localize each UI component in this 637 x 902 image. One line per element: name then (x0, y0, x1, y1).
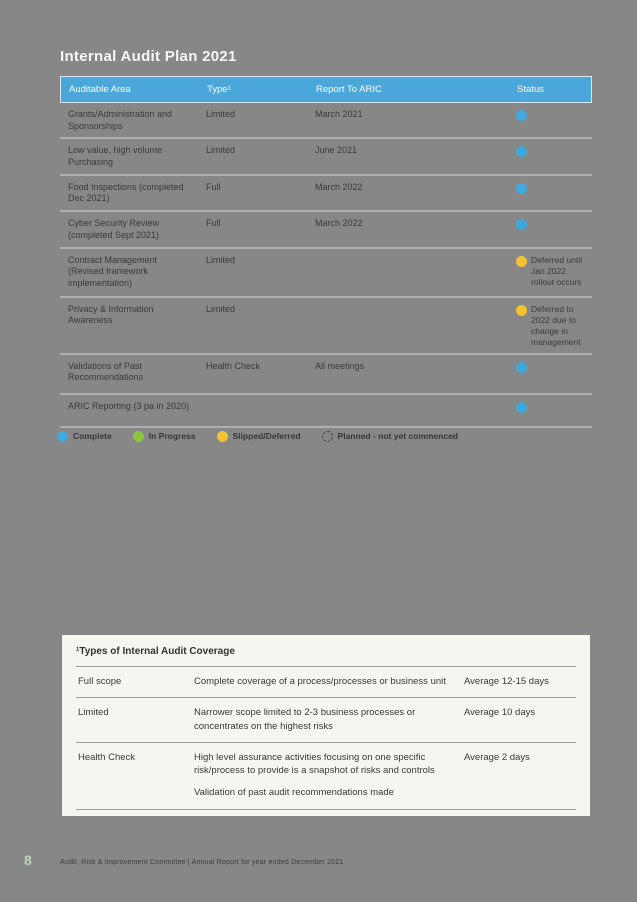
status-deferred-icon (516, 305, 527, 316)
report-cell (307, 395, 508, 426)
legend-item-slipped-deferred (217, 430, 301, 442)
coverage-description-extra: Validation of past audit recommendations made (194, 787, 394, 799)
report-cell (307, 298, 508, 353)
table-row (60, 212, 592, 248)
complete-dot-icon (57, 431, 68, 442)
legend-label: In Progress (148, 431, 196, 441)
status-deferred-icon (516, 256, 527, 267)
column-header-type: Type¹ (207, 84, 231, 95)
coverage-description (194, 675, 464, 688)
auditable-area-cell: Validations of Past Recommendations (68, 360, 144, 383)
report-cell: March 2021 (315, 109, 363, 119)
coverage-average-days: Average 12-15 days (464, 676, 549, 687)
legend-label: Planned - not yet commenced (337, 431, 458, 441)
status-note: Deferred until Jan 2022 rollout occurs (531, 254, 583, 287)
status-cell (508, 176, 592, 210)
planned-dashed-circle-icon (322, 431, 333, 442)
page-number: 8 (24, 852, 32, 868)
table-row (60, 249, 592, 298)
in-progress-dot-icon (133, 431, 144, 442)
status-cell (508, 395, 592, 426)
type-cell: Full (206, 181, 221, 192)
coverage-average-days: Average 2 days (464, 751, 530, 763)
status-cell (508, 139, 592, 173)
legend-label: Complete (73, 431, 112, 441)
page-title: Internal Audit Plan 2021 (60, 48, 237, 65)
table-row (60, 298, 592, 355)
legend-item-complete (57, 430, 112, 442)
status-complete-icon (516, 146, 527, 157)
status-legend (57, 430, 458, 442)
column-header-report-to-aric: Report To ARIC (316, 84, 382, 95)
table-row (60, 139, 592, 175)
coverage-types-panel (62, 635, 590, 816)
report-cell: March 2022 (315, 181, 363, 192)
auditable-area-cell: ARIC Reporting (3 pa in 2020) (68, 400, 190, 411)
status-complete-icon (516, 219, 527, 230)
table-header-row (60, 76, 592, 103)
type-cell (198, 395, 307, 426)
status-note: Deferred to 2022 due to change in management (531, 303, 581, 347)
status-cell (508, 103, 592, 137)
coverage-row (76, 697, 576, 742)
coverage-panel-title: ¹Types of Internal Audit Coverage (76, 646, 235, 657)
status-cell (508, 249, 592, 296)
coverage-row (76, 742, 576, 810)
coverage-type-label: Health Check (78, 751, 136, 763)
auditable-area-cell: Cyber Security Review (completed Sept 2021) (68, 218, 160, 240)
coverage-description (194, 706, 464, 733)
coverage-type-label: Limited (78, 707, 109, 719)
legend-label: Slipped/Deferred (232, 431, 301, 441)
legend-item-in-progress (133, 430, 196, 442)
status-cell (508, 355, 592, 393)
coverage-row (76, 666, 576, 697)
type-cell: Limited (206, 303, 236, 314)
coverage-type-label: Full scope (78, 676, 122, 687)
type-cell: Health Check (206, 360, 261, 371)
report-cell (307, 249, 508, 296)
coverage-description-text: High level assurance activities focusing on one specific risk/process to provide is a snapshot of risks and controls (194, 751, 435, 777)
status-complete-icon (516, 362, 527, 373)
auditable-area-cell: Privacy & Information Awareness (68, 303, 154, 326)
column-header-status: Status (517, 84, 544, 95)
audit-plan-table (60, 76, 592, 428)
coverage-average-days: Average 10 days (464, 707, 536, 719)
auditable-area-cell: Contract Management (Revised framework implementation) (68, 254, 158, 288)
type-cell: Full (206, 218, 221, 229)
status-complete-icon (516, 402, 527, 413)
status-cell (508, 212, 592, 246)
report-cell: March 2022 (315, 218, 363, 229)
table-row (60, 355, 592, 395)
status-complete-icon (516, 183, 527, 194)
auditable-area-cell: Grants/Administration and Sponsorships (68, 109, 173, 131)
coverage-description-text: Complete coverage of a process/processes or business unit (194, 676, 446, 687)
report-cell: All meetings (315, 360, 365, 371)
status-complete-icon (516, 110, 527, 121)
table-row (60, 176, 592, 212)
coverage-description (194, 751, 464, 800)
type-cell: Limited (206, 254, 236, 265)
auditable-area-cell: Low value, high volume Purchasing (68, 145, 163, 168)
auditable-area-cell: Food Inspections (completed Dec 2021) (68, 181, 184, 204)
table-row (60, 103, 592, 139)
column-header-auditable-area: Auditable Area (69, 84, 131, 95)
legend-item-planned (322, 430, 458, 442)
type-cell: Limited (206, 109, 236, 119)
footer-text: Audit, Risk & Improvement Committee | Annual Report for year ended December 2021 (60, 859, 344, 866)
deferred-dot-icon (217, 431, 228, 442)
report-cell: June 2021 (315, 145, 358, 156)
status-cell (508, 298, 592, 353)
table-row (60, 395, 592, 428)
coverage-description-text: Narrower scope limited to 2-3 business processes or concentrates on the highest risks (194, 707, 416, 732)
type-cell: Limited (206, 145, 236, 156)
